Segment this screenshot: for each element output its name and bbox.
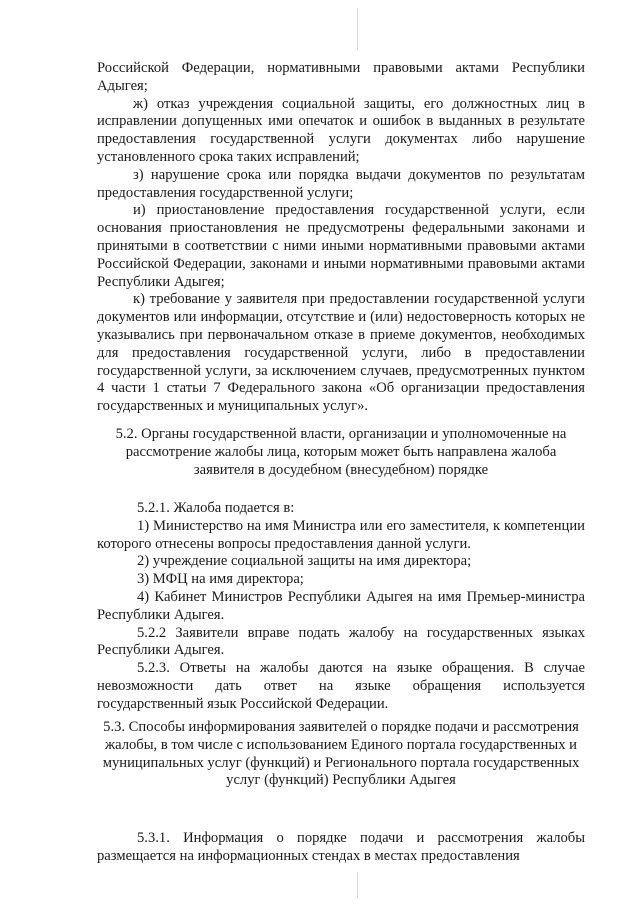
section-5-2-body [97, 500, 585, 714]
paragraph-item-i: и) приостановление предоставления государственной услуги, если основания приостановления не предусмотрены федеральными законами и принятыми в соответствии с ними иными нормативными правовыми актами Российской Федерации, законами и иными нормативными правовыми актами Республики Адыгея; [97, 202, 585, 290]
paragraph-5-3-1: 5.3.1. Информация о порядке подачи и рассмотрения жалобы размещается на информационных стендах в местах предоставления [97, 830, 585, 864]
paragraph-list-item-1: 1) Министерство на имя Министра или его заместителя, к компетенции которого отнесены вопросы предоставления данной услуги. [97, 517, 585, 552]
paragraph-list-item-2: 2) учреждение социальной защиты на имя директора; [137, 553, 472, 570]
paragraph-item-z: з) нарушение срока или порядка выдачи документов по результатам предоставления государственной услуги; [97, 166, 585, 201]
heading-text: 5.3. Способы информирования заявителей о порядке подачи и рассмотрения жалобы, в том числе с использованием Единого портала государственных и муниципальных услуг (функций) и Регионального портала государственных услуг (функций) Республики Адыгея [102, 719, 580, 789]
paragraph-5-2-1: 5.2.1. Жалоба подается в: [137, 500, 295, 516]
heading-text: 5.2. Органы государственной власти, организации и уполномоченные на рассмотрение жалобы лица, которым может быть направлена жалоба заявителя в досудебном (внесудебном) порядке [115, 426, 567, 478]
paragraph-5-2-2: 5.2.2 Заявители вправе подать жалобу на государственных языках Республики Адыгея. [97, 624, 585, 659]
scan-artifact-bottom [357, 872, 358, 898]
paragraph-item-k: к) требование у заявителя при предоставлении государственной услуги документов или информации, отсутствие и (или) недостоверность которых не указывались при первоначальном отказе в приеме документов, необходимых для предоставления государственной услуги, либо в предоставлении государственной услуги, за исключением случаев, предусмотренных пунктом 4 части 1 статьи 7 Федерального закона «Об организации предоставления государственных и муниципальных услуг». [97, 291, 585, 415]
grounds-list [97, 60, 585, 416]
paragraph-list-item-3: 3) МФЦ на имя директора; [137, 571, 304, 588]
paragraph-item-zh: ж) отказ учреждения социальной защиты, его должностных лиц в исправлении допущенных ими опечаток и ошибок в выданных в результате предоставления государственной услуги документах либо нарушение установленного срока таких исправлений; [97, 95, 585, 165]
section-heading-5-3 [97, 719, 585, 790]
section-5-3-body [97, 830, 585, 866]
scan-artifact-top [357, 8, 358, 50]
paragraph-list-item-4: 4) Кабинет Министров Республики Адыгея на имя Премьер-министра Республики Адыгея. [97, 588, 585, 623]
section-heading-5-2 [97, 426, 585, 479]
paragraph-5-2-3: 5.2.3. Ответы на жалобы даются на языке обращения. В случае невозможности дать ответ на языке обращения используется государственный язык Российской Федерации. [97, 660, 585, 712]
paragraph-continuation: Российской Федерации, нормативными правовыми актами Республики Адыгея; [97, 60, 585, 94]
